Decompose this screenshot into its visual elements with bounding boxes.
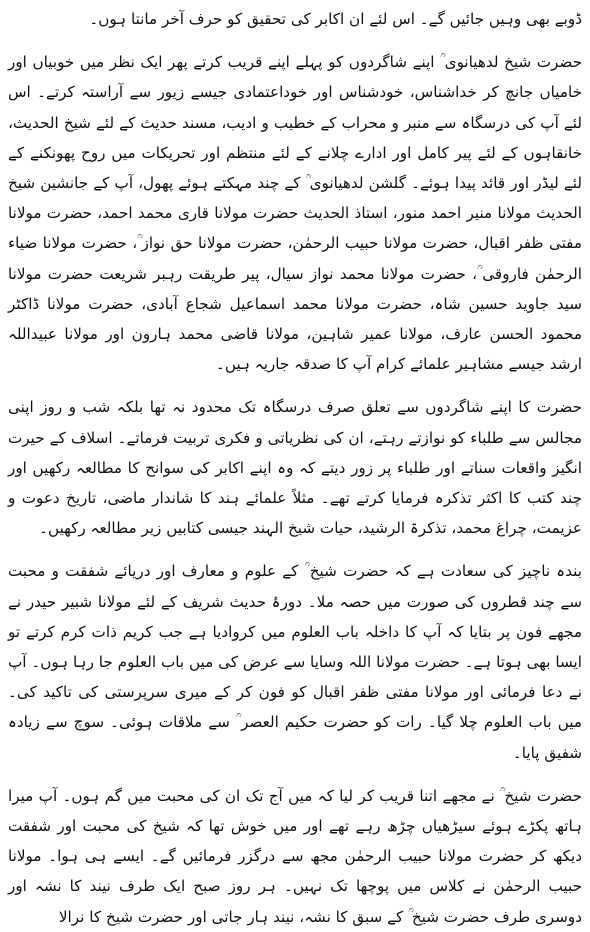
paragraph-spacer [8,768,582,781]
paragraph-spacer [8,34,582,47]
paragraph-spacer [8,543,582,556]
paragraph-students: حضرت شیخ لدھیانوی ؒ اپنے شاگردوں کو پہلے اپنے قریب کرتے پھر ایک نظر میں خوبیاں اور خامیاں جانچ کر خداشناس، خودشناس اور خوداعتمادی جیسے زیور سے آراستہ کرتے۔ اس لئے آپ کی درسگاہ سے منبر و محراب کے خطیب و ادیب، مسند حدیث کے لئے شیخ الحدیث، خانقاہوں کے لئے پیر کامل اور ادارے چلانے کے لئے منتظم اور تحریکات میں روح پھونکنے کے لئے لیڈر اور قائد پیدا ہوئے۔ گلشن لدھیانوی ؒ کے چند مہکتے ہوئے پھول، آپ کے جانشین شیخ الحدیث مولانا منیر احمد منور، استاذ الحدیث حضرت مولانا قاری محمد احمد، حضرت مولانا مفتی ظفر اقبال، حضرت مولانا حبیب الرحمٰن، حضرت مولانا حق نواز ؒ، حضرت مولانا ضیاء الرحمٰن فاروقی ؒ، حضرت مولانا محمد نواز سیال، پیر طریقت رہبر شریعت حضرت مولانا سید جاوید حسین شاہ، حضرت مولانا محمد اسماعیل شجاع آبادی، حضرت مولانا ڈاکٹر محمود الحسن عارف، مولانا عمیر شاہین، مولانا قاضی محمد ہارون اور مولانا عبیداللہ ارشد جیسے مشاہیر علمائے کرام آپ کا صدقہ جاریہ ہیں۔ [8,53,582,374]
paragraph-spacer [8,379,582,392]
paragraph-personal-account: بندہ ناچیز کی سعادت ہے کہ حضرت شیخ ؒ کے علوم و معارف اور دریائے شفقت و محبت سے چند قطروں کی صورت میں حصہ ملا۔ دورۂ حدیث شریف کے لئے مولانا شبیر حیدر نے مجھے فون پر بتایا کہ آپ کا داخلہ باب العلوم میں کروادیا ہے جب کریم ذات کرم کرتے تو ایسا بھی ہوتا ہے۔ حضرت مولانا اللہ وسایا سے عرض کی میں باب العلوم جا رہا ہوں۔ آپ نے دعا فرمائی اور مولانا مفتی ظفر اقبال کو فون کر کے میری سرپرستی کی تاکید کی۔ میں باب العلوم چلا گیا۔ رات کو حضرت حکیم العصر ؒ سے ملاقات ہوئی۔ سوچ سے زیادہ شفیق پایا۔ [8,562,582,762]
document-page [8,4,582,926]
paragraph-intro: ڈوبے بھی وہیں جائیں گے۔ اس لئے ان اکابر کی تحقیق کو حرف آخر مانتا ہوں۔ [89,10,582,28]
paragraph-closeness: حضرت شیخ ؒ نے مجھے اتنا قریب کر لیا کہ میں آج تک ان کی محبت میں گم ہوں۔ آپ میرا ہاتھ پکڑے ہوئے سیڑھیاں چڑھ رہے تھے اور میں خوش تھا کہ شیخ کی محبت اور شفقت دیکھ کر حضرت مولانا حبیب الرحمٰن مجھ سے درگزر فرمائیں گے۔ ایسے ہی ہوا۔ مولانا حبیب الرحمٰن نے کلاس میں پوچھا تک نہیں۔ ہر روز صبح ایک طرف نیند کا نشہ اور دوسری طرف حضرت شیخ ؒ کے سبق کا نشہ، نیند ہار جاتی اور حضرت شیخ کا نرالا [8,786,582,926]
paragraph-relationship: حضرت کا اپنے شاگردوں سے تعلق صرف درسگاہ تک محدود نہ تھا بلکہ شب و روز اپنی مجالس سے طلباء کو نوازتے رہتے، ان کی نظریاتی و فکری تربیت فرماتے۔ اسلاف کے حیرت انگیز واقعات سناتے اور طلباء پر زور دیتے کہ وہ اپنے اکابر کی سوانح کا مطالعہ رکھیں اور چند کتب کا اکثر تذکرہ فرمایا کرتے تھے۔ مثلاً علمائے ہند کا شاندار ماضی، تاریخ دعوت و عزیمت، چراغ محمد، تذکرۃ الرشید، حیات شیخ الہند جیسی کتابیں زیر مطالعہ رکھیں۔ [8,398,582,538]
